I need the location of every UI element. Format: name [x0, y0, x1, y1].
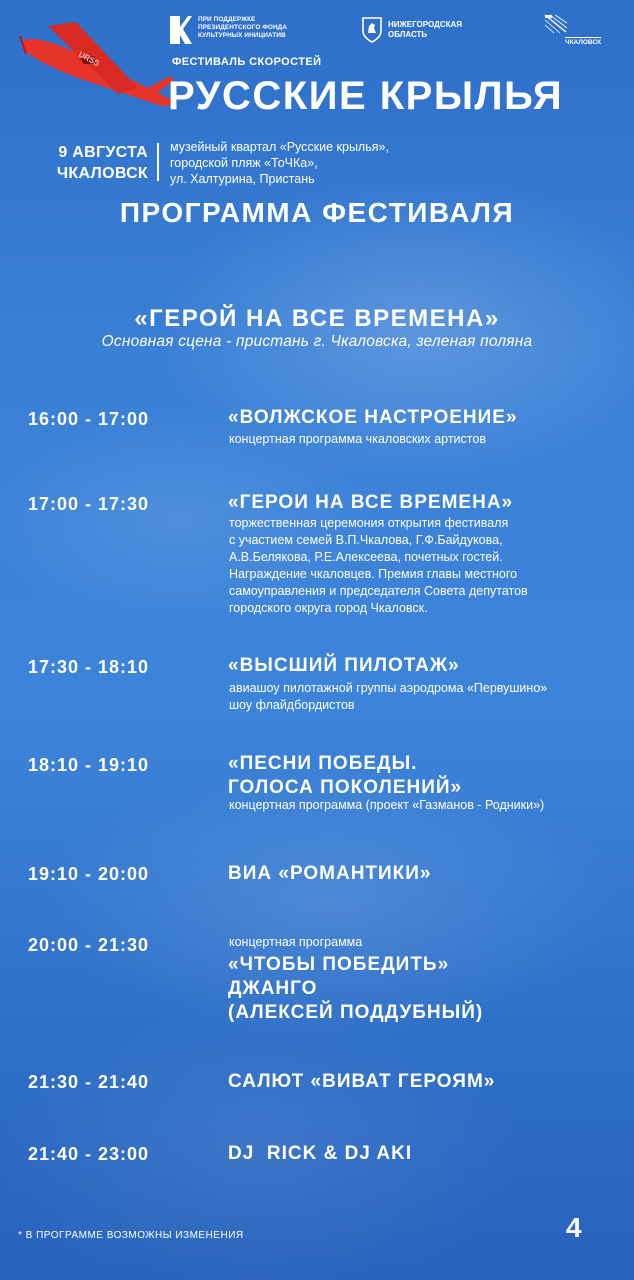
event-title-line: ДЖАНГО	[228, 978, 318, 999]
event-description-line: концертная программа чкаловских артистов	[229, 432, 486, 446]
event-time: 20:00 - 21:30	[28, 935, 150, 955]
event-time: 16:00 - 17:00	[28, 409, 150, 429]
festival-subtitle: ФЕСТИВАЛЬ СКОРОСТЕЙ	[172, 56, 322, 68]
red-airplane-image	[18, 18, 178, 113]
festival-city: ЧКАЛОВСК	[56, 165, 148, 182]
logo-text-line: ПРЕЗИДЕНТСКОГО ФОНДА	[198, 23, 288, 31]
logo-text-line: НИЖЕГОРОДСКАЯ	[388, 20, 462, 29]
event-time: 17:00 - 17:30	[28, 494, 150, 514]
page-number: 4	[566, 1212, 582, 1243]
date-city-block	[30, 142, 148, 184]
event-title-line: «ЧТОБЫ ПОБЕДИТЬ»	[228, 954, 450, 975]
plane-marking: URSS	[77, 49, 101, 69]
changes-footnote: * В ПРОГРАММЕ ВОЗМОЖНЫ ИЗМЕНЕНИЯ	[18, 1230, 244, 1241]
event-title: ВИА «РОМАНТИКИ»	[228, 863, 432, 884]
scene-subtitle: Основная сцена - пристань г. Чкаловска, зеленая поляна	[101, 333, 533, 350]
event-title: «ВОЛЖСКОЕ НАСТРОЕНИЕ»	[228, 407, 518, 428]
event-description	[229, 431, 624, 448]
event-description-line: самоуправления и председателя Совета депутатов	[229, 584, 528, 598]
logo-text-line: КУЛЬТУРНЫХ ИНИЦИАТИВ	[198, 31, 286, 39]
event-description-line: торжественная церемония открытия фестиваля	[229, 516, 509, 530]
event-description	[229, 515, 624, 617]
event-description-line: городского округа город Чкаловск.	[229, 601, 428, 615]
chkalovsk-logo-text: ЧКАЛОВСК	[565, 39, 602, 46]
venue-line: музейный квартал «Русские крылья»,	[170, 140, 389, 154]
event-description-line: А.В.Белякова, Р.Е.Алексеева, почетных гостей.	[229, 550, 503, 564]
event-title	[228, 953, 483, 1025]
event-title: «ГЕРОИ НА ВСЕ ВРЕМЕНА»	[228, 492, 514, 513]
event-description-line: Награждение чкаловцев. Премия главы местного	[229, 567, 518, 581]
event-description-line: концертная программа (проект «Газманов - Родники»)	[229, 798, 545, 812]
presidential-fund-logo-icon	[170, 16, 192, 44]
event-time: 17:30 - 18:10	[28, 657, 150, 677]
event-title: DJ RICK & DJ AKI	[228, 1143, 413, 1164]
vertical-divider	[157, 143, 159, 181]
event-title	[228, 752, 462, 800]
event-description-line: шоу флайдбордистов	[229, 698, 355, 712]
event-time: 18:10 - 19:10	[28, 755, 150, 775]
event-title-line: ГОЛОСА ПОКОЛЕНИЙ»	[228, 777, 463, 798]
event-description-line: авиашоу пилотажной группы аэродрома «Первушино»	[229, 681, 548, 695]
event-description	[229, 797, 624, 814]
chkalovsk-logo-icon	[544, 14, 568, 34]
festival-title: РУССКИЕ КРЫЛЬЯ	[168, 74, 564, 118]
event-title-line: «ПЕСНИ ПОБЕДЫ.	[228, 753, 418, 774]
logo-text-line: ПРИ ПОДДЕРЖКЕ	[198, 16, 256, 23]
program-title: ПРОГРАММА ФЕСТИВАЛЯ	[119, 197, 515, 228]
event-title: САЛЮТ «ВИВАТ ГЕРОЯМ»	[228, 1071, 496, 1092]
event-description-line: с участием семей В.П.Чкалова, Г.Ф.Байдукова,	[229, 533, 503, 547]
event-title-line: (АЛЕКСЕЙ ПОДДУБНЫЙ)	[228, 1002, 484, 1023]
event-time: 21:40 - 23:00	[28, 1144, 150, 1164]
logo-text-line: ОБЛАСТЬ	[388, 30, 428, 39]
presidential-fund-logo-text	[198, 16, 328, 39]
event-time: 21:30 - 21:40	[28, 1072, 150, 1092]
event-title: «ВЫСШИЙ ПИЛОТАЖ»	[228, 655, 460, 676]
event-pre-description: концертная программа	[229, 935, 363, 949]
venue-line: ул. Халтурина, Пристань	[170, 172, 315, 186]
scene-title: «ГЕРОЙ НА ВСЕ ВРЕМЕНА»	[134, 305, 500, 332]
venue-block	[170, 139, 389, 187]
nizhny-novgorod-logo-text	[388, 20, 462, 40]
festival-date: 9 АВГУСТА	[58, 144, 148, 161]
event-time: 19:10 - 20:00	[28, 864, 150, 884]
venue-line: городской пляж «ТоЧКа»,	[170, 156, 318, 170]
event-description	[229, 680, 624, 714]
nizhny-novgorod-coat-of-arms-icon	[362, 17, 382, 43]
